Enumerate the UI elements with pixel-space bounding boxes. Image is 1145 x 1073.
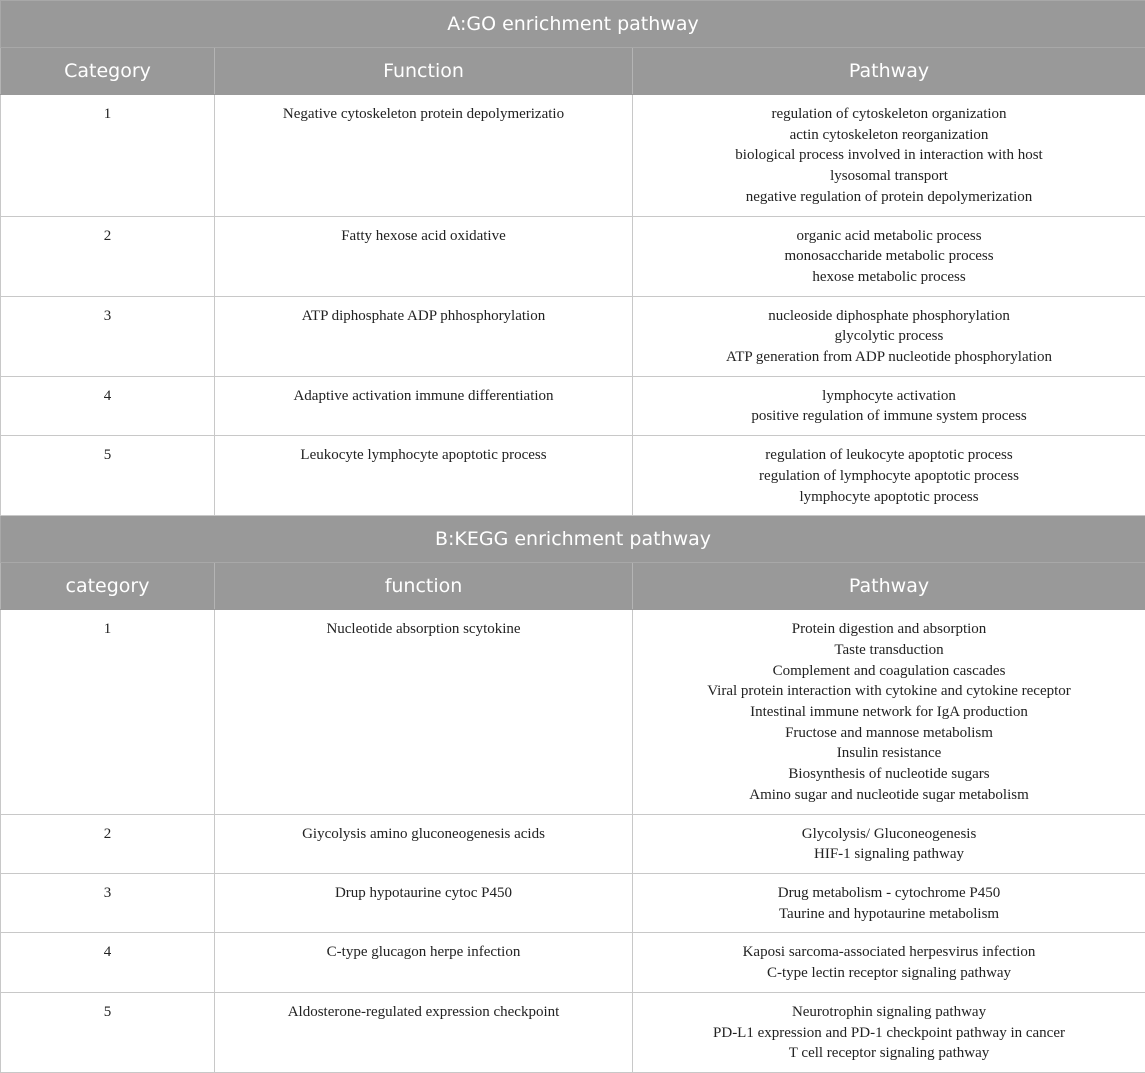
pathway-cell xyxy=(633,933,1145,992)
table-row xyxy=(1,95,1145,217)
pathway-item: negative regulation of protein depolymerization xyxy=(633,187,1145,208)
pathway-item: hexose metabolic process xyxy=(633,267,1145,288)
kegg-section-title: B:KEGG enrichment pathway xyxy=(1,516,1145,563)
table-row xyxy=(1,296,1145,376)
category-cell: 5 xyxy=(1,436,215,516)
pathway-item: Insulin resistance xyxy=(633,743,1145,764)
pathway-item: lymphocyte apoptotic process xyxy=(633,487,1145,508)
function-cell: Fatty hexose acid oxidative xyxy=(215,216,633,296)
pathway-item: Biosynthesis of nucleotide sugars xyxy=(633,764,1145,785)
function-cell: ATP diphosphate ADP phhosphorylation xyxy=(215,296,633,376)
function-cell: C-type glucagon herpe infection xyxy=(215,933,633,992)
category-cell: 1 xyxy=(1,610,215,814)
pathway-item: ATP generation from ADP nucleotide phosphorylation xyxy=(633,347,1145,368)
pathway-item: C-type lectin receptor signaling pathway xyxy=(633,963,1145,984)
function-cell: Adaptive activation immune differentiation xyxy=(215,376,633,435)
pathway-item: T cell receptor signaling pathway xyxy=(633,1043,1145,1064)
pathway-item: regulation of cytoskeleton organization xyxy=(633,104,1145,125)
pathway-item: Complement and coagulation cascades xyxy=(633,661,1145,682)
pathway-item: Kaposi sarcoma-associated herpesvirus infection xyxy=(633,942,1145,963)
pathway-item: glycolytic process xyxy=(633,326,1145,347)
pathway-item: Fructose and mannose metabolism xyxy=(633,723,1145,744)
pathway-cell xyxy=(633,436,1145,516)
pathway-item: monosaccharide metabolic process xyxy=(633,246,1145,267)
pathway-item: Viral protein interaction with cytokine and cytokine receptor xyxy=(633,681,1145,702)
table-row xyxy=(1,610,1145,814)
function-cell: Negative cytoskeleton protein depolymerizatio xyxy=(215,95,633,217)
pathway-cell xyxy=(633,376,1145,435)
pathway-item: Amino sugar and nucleotide sugar metabolism xyxy=(633,785,1145,806)
pathway-column-header: Pathway xyxy=(633,48,1145,95)
function-cell: Aldosterone-regulated expression checkpoint xyxy=(215,992,633,1072)
category-cell: 1 xyxy=(1,95,215,217)
function-column-header: Function xyxy=(215,48,633,95)
pathway-item: Neurotrophin signaling pathway xyxy=(633,1002,1145,1023)
function-cell: Leukocyte lymphocyte apoptotic process xyxy=(215,436,633,516)
pathway-cell xyxy=(633,95,1145,217)
pathway-cell xyxy=(633,814,1145,873)
table-row xyxy=(1,216,1145,296)
pathway-item: Taurine and hypotaurine metabolism xyxy=(633,904,1145,925)
kegg-column-header-row xyxy=(1,563,1145,610)
category-cell: 2 xyxy=(1,216,215,296)
pathway-item: biological process involved in interaction with host xyxy=(633,145,1145,166)
pathway-item: HIF-1 signaling pathway xyxy=(633,844,1145,865)
table-row xyxy=(1,376,1145,435)
category-cell: 2 xyxy=(1,814,215,873)
pathway-item: nucleoside diphosphate phosphorylation xyxy=(633,306,1145,327)
pathway-item: Drug metabolism - cytochrome P450 xyxy=(633,883,1145,904)
category-column-header: category xyxy=(1,563,215,610)
pathway-item: Protein digestion and absorption xyxy=(633,619,1145,640)
go-section-title: A:GO enrichment pathway xyxy=(1,1,1145,48)
category-cell: 3 xyxy=(1,296,215,376)
pathway-item: Glycolysis/ Gluconeogenesis xyxy=(633,824,1145,845)
pathway-item: organic acid metabolic process xyxy=(633,226,1145,247)
pathway-item: regulation of leukocyte apoptotic process xyxy=(633,445,1145,466)
table-row xyxy=(1,933,1145,992)
pathway-item: regulation of lymphocyte apoptotic process xyxy=(633,466,1145,487)
category-cell: 4 xyxy=(1,376,215,435)
pathway-item: lymphocyte activation xyxy=(633,386,1145,407)
table-row xyxy=(1,814,1145,873)
pathway-item: lysosomal transport xyxy=(633,166,1145,187)
pathway-cell xyxy=(633,992,1145,1072)
category-cell: 5 xyxy=(1,992,215,1072)
function-cell: Nucleotide absorption scytokine xyxy=(215,610,633,814)
pathway-item: actin cytoskeleton reorganization xyxy=(633,125,1145,146)
function-cell: Giycolysis amino gluconeogenesis acids xyxy=(215,814,633,873)
go-column-header-row xyxy=(1,48,1145,95)
function-cell: Drup hypotaurine cytoc P450 xyxy=(215,873,633,932)
category-cell: 4 xyxy=(1,933,215,992)
pathway-item: Intestinal immune network for IgA production xyxy=(633,702,1145,723)
kegg-section-header xyxy=(1,516,1145,563)
category-column-header: Category xyxy=(1,48,215,95)
enrichment-table-body xyxy=(1,1,1145,1073)
table-row xyxy=(1,992,1145,1072)
pathway-cell xyxy=(633,216,1145,296)
go-section-header xyxy=(1,1,1145,48)
pathway-cell xyxy=(633,610,1145,814)
table-row xyxy=(1,436,1145,516)
function-column-header: function xyxy=(215,563,633,610)
pathway-cell xyxy=(633,873,1145,932)
pathway-item: Taste transduction xyxy=(633,640,1145,661)
pathway-item: positive regulation of immune system process xyxy=(633,406,1145,427)
pathway-column-header: Pathway xyxy=(633,563,1145,610)
pathway-item: PD-L1 expression and PD-1 checkpoint pathway in cancer xyxy=(633,1023,1145,1044)
table-row xyxy=(1,873,1145,932)
category-cell: 3 xyxy=(1,873,215,932)
pathway-cell xyxy=(633,296,1145,376)
